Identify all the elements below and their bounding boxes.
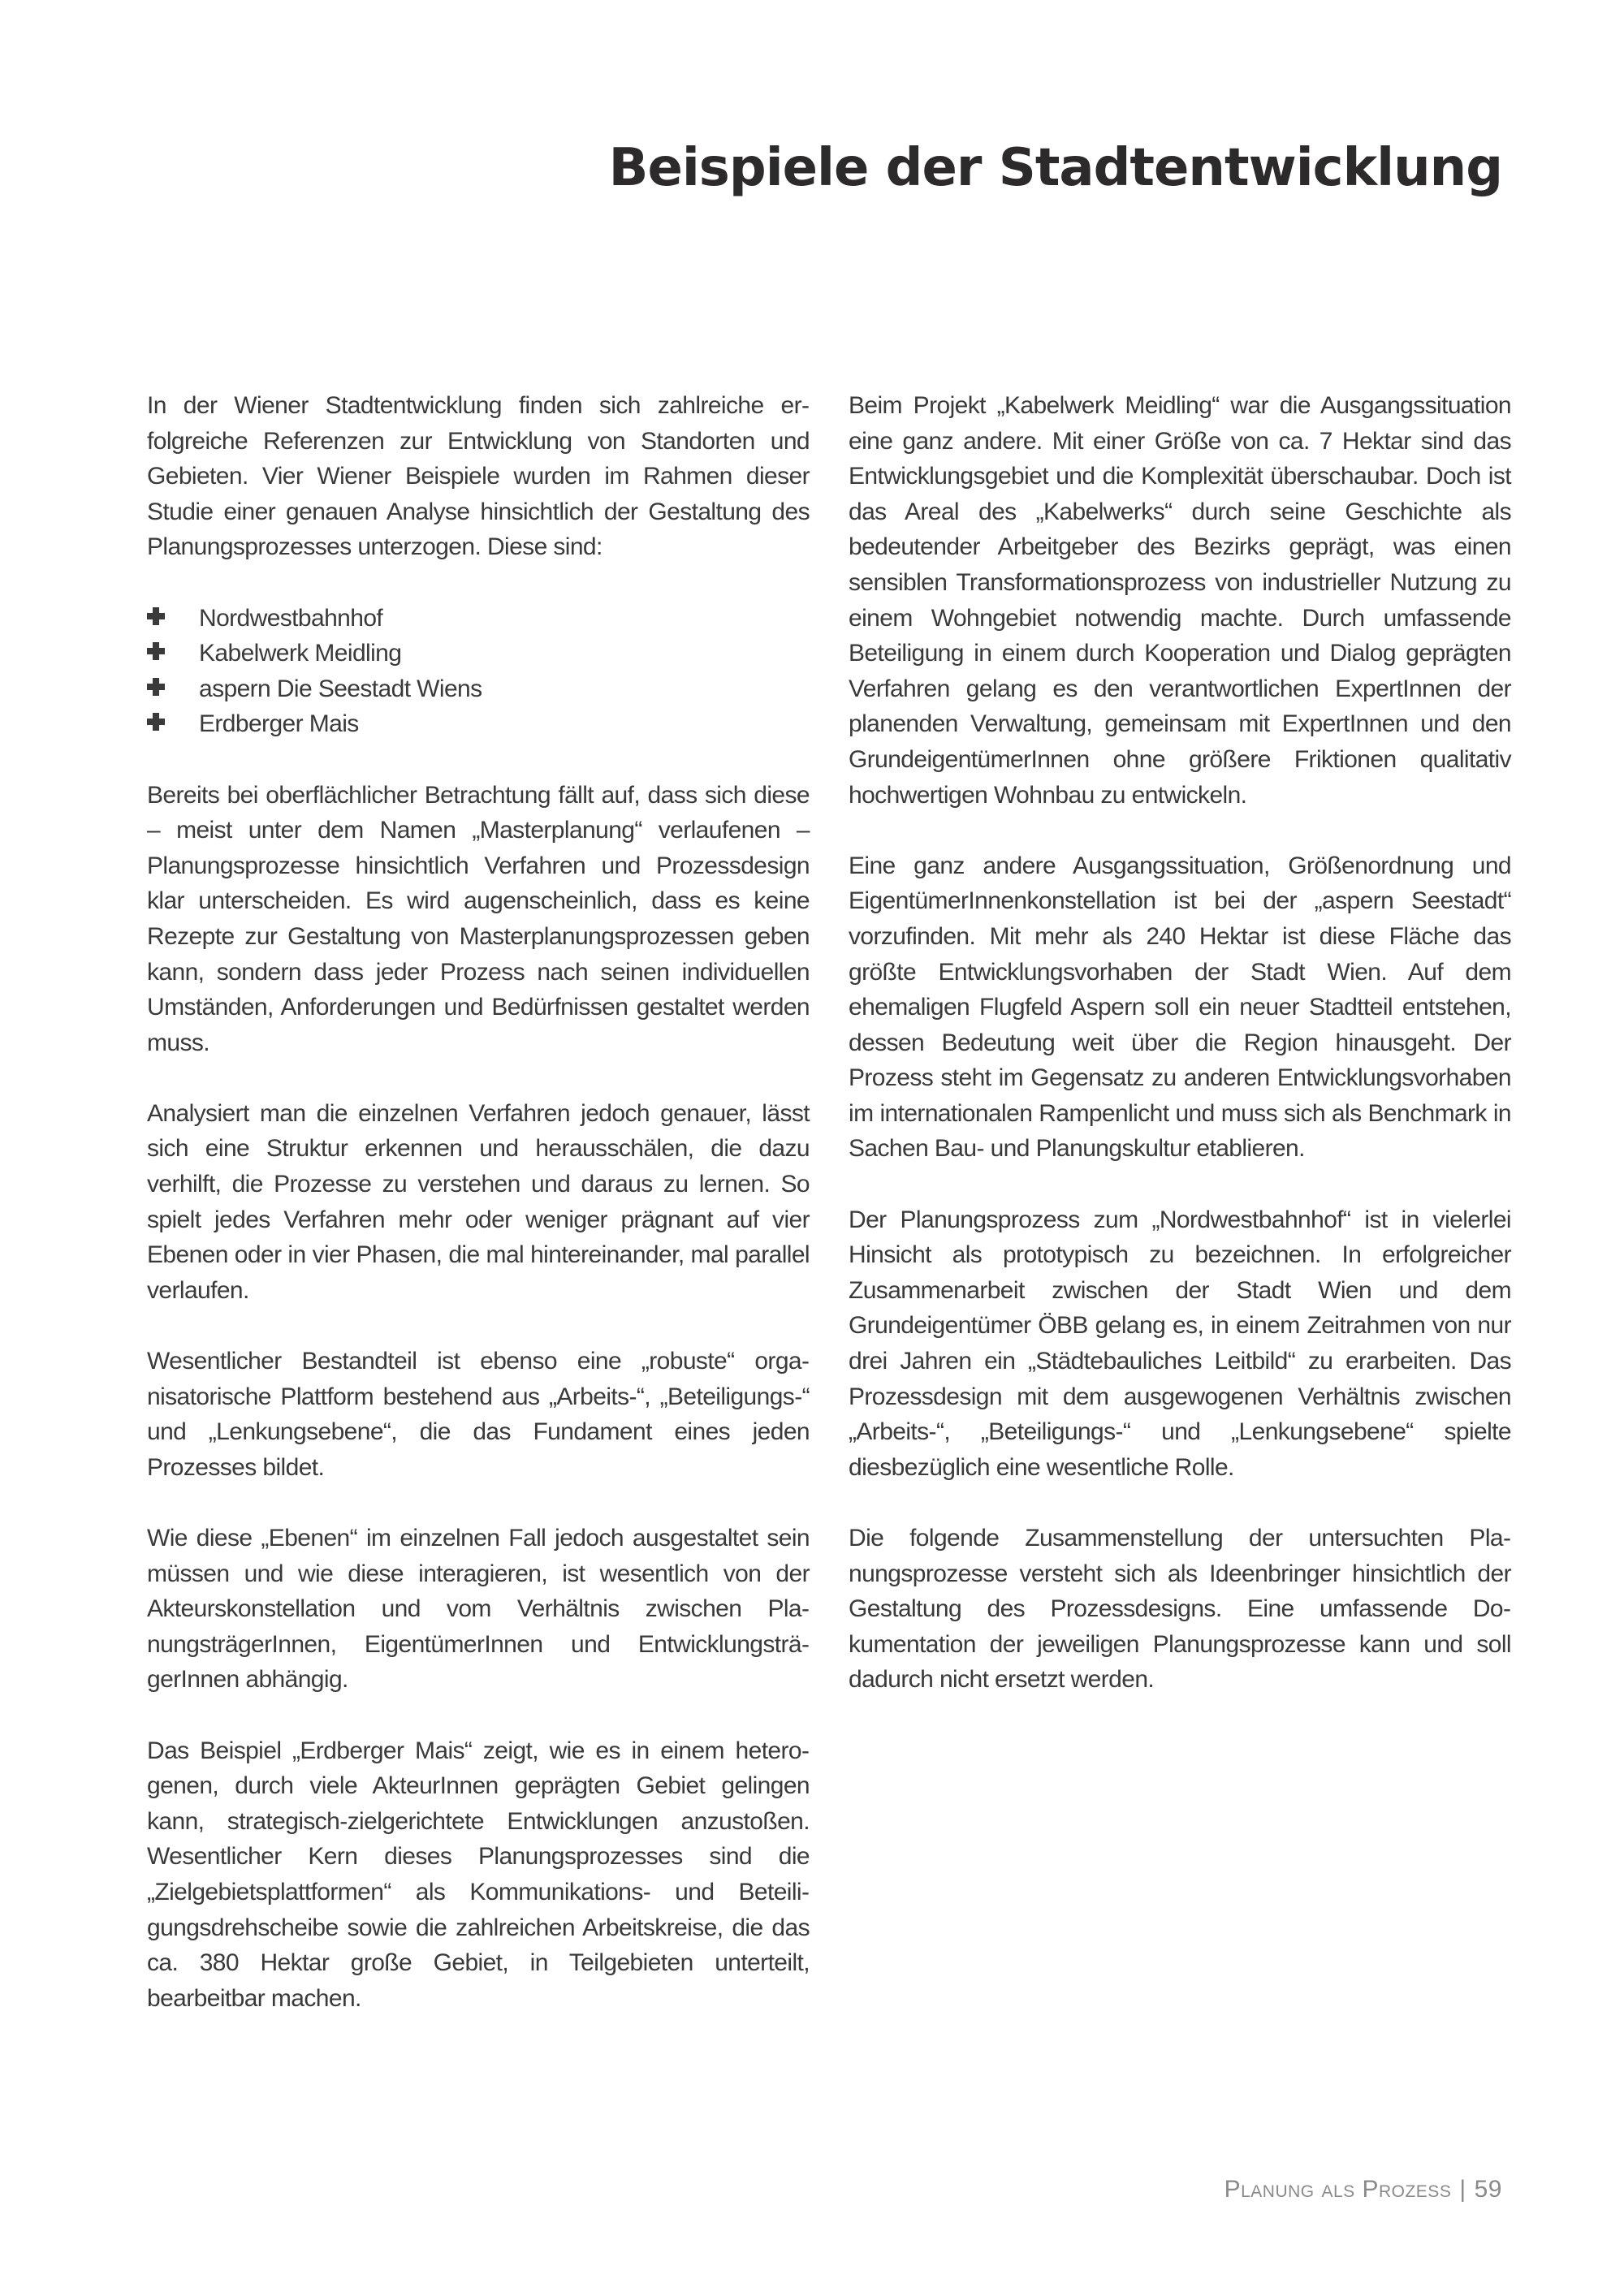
body-paragraph: Wesentlicher Bestandteil ist ebenso eine „robuste“ organisatorische Plattform bestehend aus „Arbeits-“, „Beteiligungs-“ und „Lenkungsebene“, die das Fundament eines jeden Prozesses bildet. bbox=[147, 1348, 810, 1481]
list-item-label: aspern Die Seestadt Wiens bbox=[199, 675, 482, 702]
plus-icon bbox=[147, 706, 183, 742]
body-paragraph: Bereits bei oberflächlicher Betrachtung fällt auf, dass sich diese – meist unter dem Namen „Masterplanung“ verlaufenen – Planungsprozesse hinsichtlich Verfahren und Prozessdesign klar unterscheiden. Es wird augenscheinlich, dass es keine Rezepte zur Gestaltung von Masterplanungsprozessen geben kann, sondern dass jeder Prozess nach seinen individuellen Umständen, Anforderungen und Bedürfnissen gestaltet werden muss. bbox=[147, 781, 810, 1056]
body-paragraph: Beim Projekt „Kabelwerk Meidling“ war die Ausgangssituation eine ganz andere. Mit einer Größe von ca. 7 Hektar sind das Entwicklungsgebiet und die Komplexität überschaubar. Doch ist das Areal des „Kabelwerks“ durch seine Geschichte als bedeutender Arbeitgeber des Bezirks geprägt, was einen sensiblen Transformationsprozess von industrieller Nutzung zu einem Wohngebiet notwendig machte. Durch umfassende Beteiligung in einem durch Kooperation und Dialog geprägten Verfahren gelang es den verantwortlichen ExpertInnen der planenden Verwaltung, gemeinsam mit ExpertInnen und den GrundeigentümerInnen ohne größere Friktionen qualitativ hochwertigen Wohnbau zu entwickeln. bbox=[849, 392, 1511, 809]
plus-icon bbox=[147, 636, 183, 671]
page-title: Beispiele der Stadtentwicklung bbox=[608, 138, 1502, 198]
footer-separator: | bbox=[1459, 2176, 1466, 2203]
body-paragraph: Der Planungsprozess zum „Nordwestbahnhof“ ist in vielerlei Hinsicht als prototypisch zu bezeichnen. In erfolgreicher Zusammenarbeit zwischen der Stadt Wien und dem Grundeigentümer ÖBB gelang es, in einem Zeitrahmen von nur drei Jahren ein „Städtebauliches Leitbild“ zu erarbeiten. Das Prozessdesign mit dem ausgewogenen Verhältnis zwischen „Arbeits-“, „Beteiligungs-“ und „Lenkungsebene“ spielte diesbezüglich eine wesentliche Rolle. bbox=[849, 1206, 1511, 1481]
list-item bbox=[147, 706, 810, 742]
body-paragraph: Wie diese „Ebenen“ im einzelnen Fall jedoch ausgestaltet sein müssen und wie diese interagieren, ist wesentlich von der Akteurskonstellation und vom Verhältnis zwischen PlanungsträgerInnen, EigentümerInnen und EntwicklungsträgerInnen abhängig. bbox=[147, 1525, 810, 1694]
plus-icon bbox=[147, 671, 183, 707]
body-paragraph: Eine ganz andere Ausgangssituation, Größenordnung und EigentümerInnenkonstellation ist bei der „aspern Seestadt“ vorzufinden. Mit mehr als 240 Hektar ist diese Fläche das größte Entwicklungsvorhaben der Stadt Wien. Auf dem ehemaligen Flugfeld Aspern soll ein neuer Stadtteil entstehen, dessen Bedeutung weit über die Region hinausgeht. Der Prozess steht im Gegensatz zu anderen Entwicklungsvorhaben im internationalen Rampenlicht und muss sich als Benchmark in Sachen Bau- und Planungskultur etablieren. bbox=[849, 852, 1511, 1163]
list-item bbox=[147, 671, 810, 707]
left-column bbox=[147, 388, 810, 2052]
footer-section-title: Planung als Prozess bbox=[1224, 2176, 1452, 2203]
intro-paragraph: In der Wiener Stadtentwicklung finden sich zahlreiche erfolgreiche Referenzen zur Entwicklung von Standorten und Gebieten. Vier Wiener Beispiele wurden im Rahmen dieser Studie einer genauen Analyse hinsichtlich der Gestaltung des Planungsprozesses unterzogen. Diese sind: bbox=[147, 392, 810, 561]
examples-list bbox=[147, 601, 810, 742]
page-number: 59 bbox=[1474, 2176, 1502, 2203]
list-item bbox=[147, 636, 810, 671]
right-column bbox=[849, 388, 1511, 1733]
body-paragraph: Die folgende Zusammenstellung der untersuchten Planungsprozesse versteht sich als Ideenbringer hinsichtlich der Gestaltung des Prozessdesigns. Eine umfassende Dokumentation der jeweiligen Planungsprozesse kann und soll dadurch nicht ersetzt werden. bbox=[849, 1525, 1511, 1694]
list-item-label: Kabelwerk Meidling bbox=[199, 640, 402, 667]
body-paragraph: Das Beispiel „Erdberger Mais“ zeigt, wie es in einem heterogenen, durch viele AkteurInnen geprägten Gebiet gelingen kann, strategisch-zielgerichtete Entwicklungen anzustoßen. Wesentlicher Kern dieses Planungsprozesses sind die „Zielgebietsplattformen“ als Kommunikations- und Beteiligungsdrehscheibe sowie die zahlreichen Arbeitskreise, die das ca. 380 Hektar große Gebiet, in Teilgebieten unterteilt, bearbeitbar machen. bbox=[147, 1737, 810, 2012]
page-footer bbox=[1224, 2176, 1502, 2203]
plus-icon bbox=[147, 601, 183, 637]
body-paragraph: Analysiert man die einzelnen Verfahren jedoch genauer, lässt sich eine Struktur erkennen und herausschälen, die dazu verhilft, die Prozesse zu verstehen und daraus zu lernen. So spielt jedes Verfahren mehr oder weniger prägnant auf vier Ebenen oder in vier Phasen, die mal hintereinander, mal parallel verlaufen. bbox=[147, 1099, 810, 1304]
list-item bbox=[147, 601, 810, 637]
list-item-label: Nordwestbahnhof bbox=[199, 604, 383, 632]
list-item-label: Erdberger Mais bbox=[199, 710, 359, 738]
